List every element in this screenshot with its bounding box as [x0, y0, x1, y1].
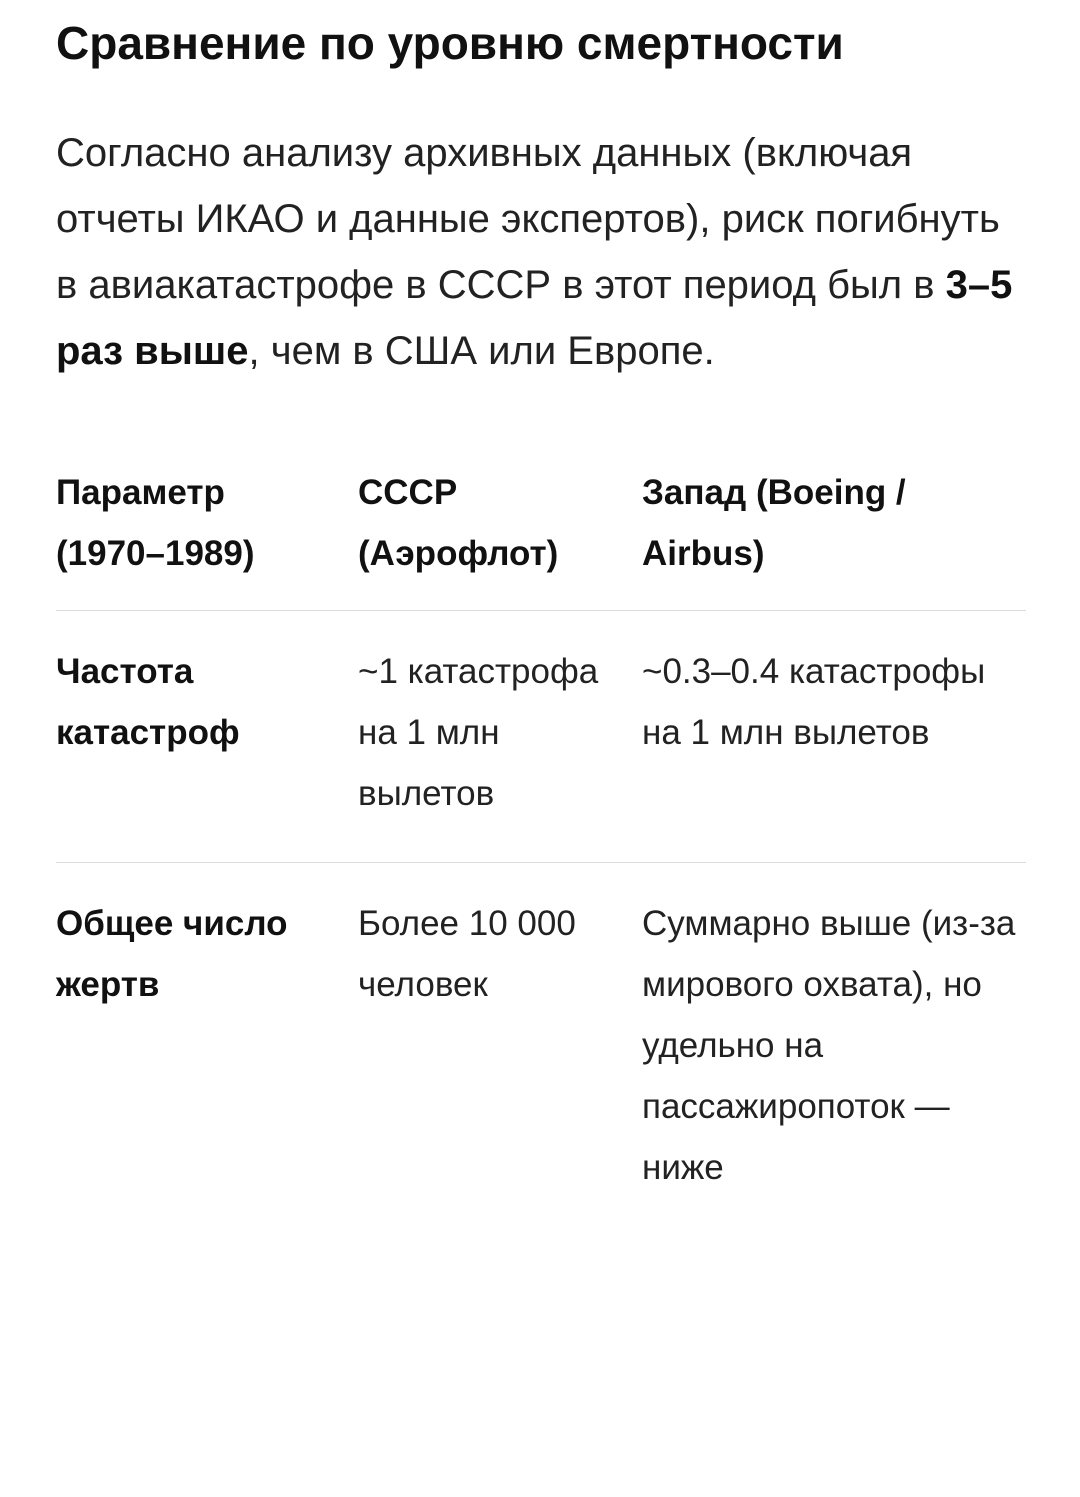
comparison-table	[56, 462, 1026, 1236]
table-cell-west: ~0.3–0.4 катастрофы на 1 млн вылетов	[642, 652, 986, 752]
table-cell-parameter: Общее число жертв	[56, 904, 288, 1004]
table-header-parameter: Параметр (1970–1989)	[56, 473, 255, 573]
table-header-row	[56, 462, 1026, 611]
table-header-ussr: СССР (Аэрофлот)	[358, 473, 559, 573]
section-heading: Сравнение по уровню смертности	[56, 17, 844, 69]
table-header-west: Запад (Boeing / Airbus)	[642, 473, 906, 573]
intro-paragraph	[56, 120, 1026, 384]
table-cell-ussr: Более 10 000 человек	[358, 904, 576, 1004]
table-cell-parameter: Частота катастроф	[56, 652, 240, 752]
paragraph-text-start: Согласно анализу архивных данных (включая отчеты ИКАО и данные экспертов), риск погибнуть в авиакатастрофе в СССР в этот период был в	[56, 131, 1000, 307]
table-row	[56, 611, 1026, 863]
paragraph-text-end: , чем в США или Европе.	[248, 329, 715, 373]
article-content	[56, 0, 1026, 1236]
table-row	[56, 863, 1026, 1236]
paragraph-bold-highlight: 3–5 раз выше	[56, 263, 1013, 373]
table-cell-ussr: ~1 катастрофа на 1 млн вылетов	[358, 652, 599, 813]
table-cell-west: Суммарно выше (из-за мирового охвата), но удельно на пассажиропоток — ниже	[642, 904, 1016, 1187]
